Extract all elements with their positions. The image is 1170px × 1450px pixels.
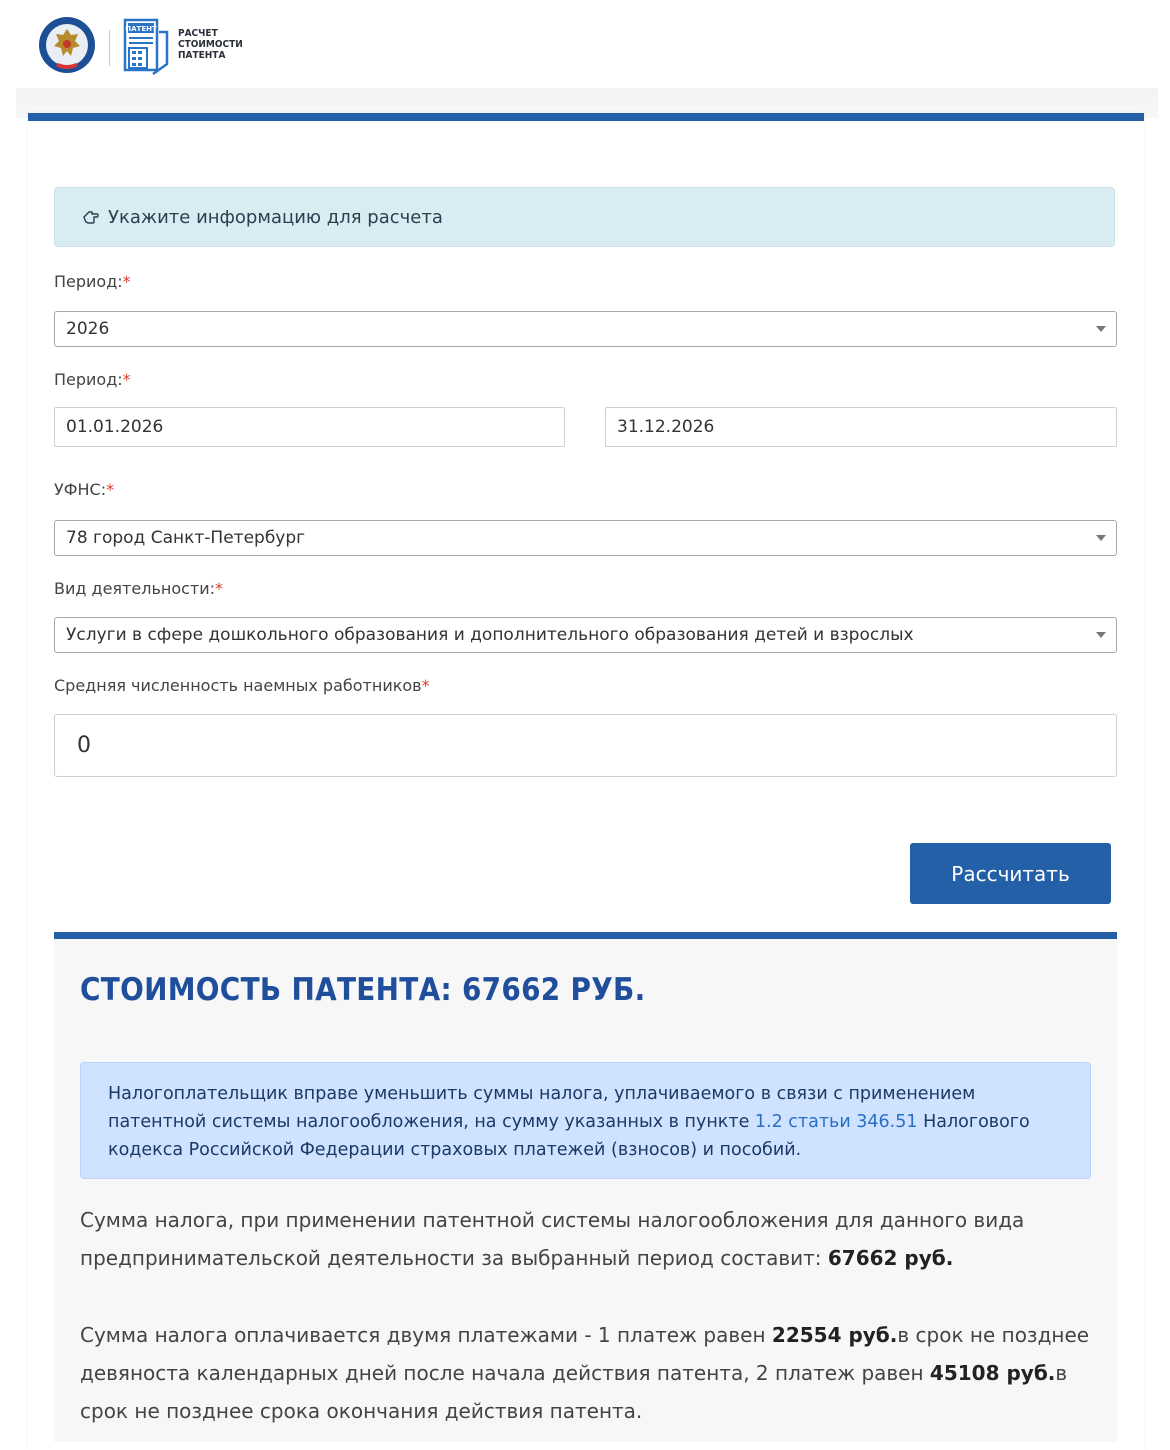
employees-input[interactable]	[54, 714, 1117, 777]
period-select[interactable]	[54, 311, 1117, 347]
payment-text-2: в срок не позднее девяноста календарных дней после начала действия патента, 2 платеж равен	[80, 1323, 1090, 1385]
payment-text-1: Сумма налога оплачивается двумя платежами - 1 платеж равен	[80, 1323, 772, 1347]
tax-reduction-notice	[80, 1062, 1091, 1179]
activity-label-text: Вид деятельности:	[54, 579, 216, 598]
svg-text:ПАТЕНТ: ПАТЕНТ	[125, 25, 157, 33]
site-header	[0, 0, 1170, 88]
payment-schedule-paragraph	[80, 1316, 1090, 1430]
brand-line-2: СТОИМОСТИ	[178, 39, 243, 50]
ufns-label-text: УФНС:	[54, 480, 107, 499]
patent-cost-title: СТОИМОСТЬ ПАТЕНТА: 67662 РУБ.	[80, 972, 646, 1008]
tax-sum-paragraph	[80, 1201, 1090, 1277]
notice-text-after: Налогового кодекса Российской Федерации страховых платежей (взносов) и пособий.	[108, 1112, 1030, 1160]
ufns-select[interactable]	[54, 520, 1117, 556]
tax-sum-value: 67662 руб.	[827, 1246, 954, 1270]
result-top-bar	[54, 932, 1117, 939]
ufns-label	[54, 480, 114, 499]
brand-line-3: ПАТЕНТА	[178, 50, 226, 61]
activity-select-value: Услуги в сфере дошкольного образования и дополнительного образования детей и взрослых	[66, 625, 914, 645]
ufns-select-value: 78 город Санкт-Петербург	[66, 528, 306, 548]
date-to-value: 31.12.2026	[617, 417, 715, 437]
chevron-down-icon	[1096, 632, 1106, 638]
activity-label	[54, 579, 223, 598]
date-range-label	[54, 370, 131, 389]
brand-title	[178, 28, 243, 61]
required-mark: *	[122, 370, 131, 389]
date-to-input[interactable]	[605, 407, 1117, 447]
period-label	[54, 272, 131, 291]
date-range-label-text: Период:	[54, 370, 123, 389]
tax-sum-text: Сумма налога, при применении патентной системы налогообложения для данного вида предпринимательской деятельности за выбранный период составит:	[80, 1208, 1025, 1270]
payment-value-1: 22554 руб.	[771, 1323, 898, 1347]
date-from-value: 01.01.2026	[66, 417, 164, 437]
chevron-down-icon	[1096, 535, 1106, 541]
brand-line-1: РАСЧЕТ	[178, 28, 218, 39]
required-mark: *	[106, 480, 115, 499]
required-mark: *	[421, 676, 430, 695]
patent-calculator-icon[interactable]	[123, 18, 169, 76]
fns-emblem-logo[interactable]	[38, 16, 96, 74]
hand-pointer-icon	[82, 208, 100, 226]
tax-code-article-link[interactable]: 1.2 статьи 346.51	[754, 1112, 918, 1132]
activity-select[interactable]	[54, 617, 1117, 653]
required-mark: *	[215, 579, 224, 598]
info-alert-text: Укажите информацию для расчета	[108, 206, 443, 228]
calculate-button[interactable]: Рассчитать	[910, 843, 1111, 904]
chevron-down-icon	[1096, 326, 1106, 332]
notice-text-before: Налогоплательщик вправе уменьшить суммы налога, уплачиваемого в связи с применением патентной системы налогообложения, на сумму указанных в пункте	[108, 1084, 976, 1132]
period-label-text: Период:	[54, 272, 123, 291]
employees-label	[54, 676, 430, 695]
date-from-input[interactable]	[54, 407, 565, 447]
payment-value-2: 45108 руб.	[929, 1361, 1056, 1385]
period-select-value: 2026	[66, 319, 110, 339]
header-separator	[109, 30, 110, 66]
employees-label-text: Средняя численность наемных работников	[54, 676, 422, 695]
required-mark: *	[122, 272, 131, 291]
payment-text-3: в срок не позднее срока окончания действия патента.	[80, 1361, 1068, 1423]
info-alert	[54, 187, 1115, 247]
employees-value: 0	[77, 733, 91, 758]
